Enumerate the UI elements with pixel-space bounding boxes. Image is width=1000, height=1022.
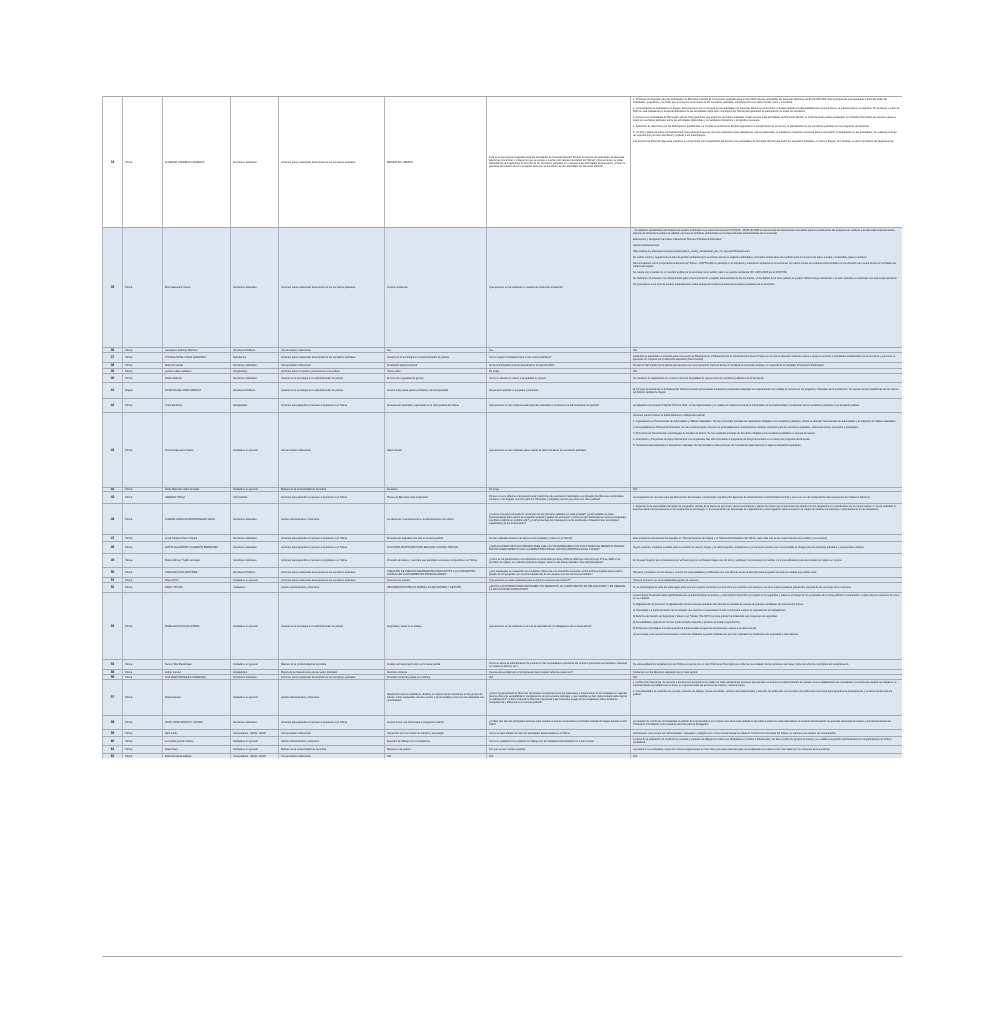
theme-cell: Impacto de la tecnología en la administración de justicia xyxy=(278,383,384,398)
theme-cell: Acciones para el adecuado desempeño de los servidores judiciales xyxy=(278,578,384,582)
question-cell: Cuál es el presupuesto asignado para las actividades de bienestar laboral? Porque la mayoría de actividades de bienestar laboral se concentran en Ibagué sin que se tenga en cuenta a los demás municipios del Tolima? ¿Qué acciones se están adelantando para garantizar el derecho de los servidores judiciales en el acceso a las actividades de bienestar? ¿Cómo se garantiza la inclusión de los municipios para que se beneficien de las actividades de bienestar laboral? xyxy=(486,97,630,227)
theme-cell: Comunicación institucional xyxy=(278,413,384,487)
answer-cell: Es para la han creado no ha plazas permanentes de nuevo personal, hasta la fecha, en la planta de personal completa, en especial de la Juzgados Promiscuos Municipales. xyxy=(630,363,902,368)
question-cell: Se ha suministrado el personal judicial en la vigencia 2024 xyxy=(486,363,630,368)
table-row xyxy=(102,398,902,412)
participant-name-cell: YOHANA NATALI CRUZ QUINTERO xyxy=(162,353,230,362)
city-cell: Tolima xyxy=(122,593,162,659)
question-cell: ¿Qué estrategias de evaluación de resultados, diferencia o lo estadístico temporal, reciba la Rama Judicial para medir la gestión de los juzgados, así como la satisfacción de los usuarios con los servicios prestados? xyxy=(486,568,630,577)
city-cell: Tolima xyxy=(122,399,162,412)
topic-cell: No aplica xyxy=(384,488,486,491)
table-row xyxy=(102,352,902,362)
answer-cell: El Consejo Seccional de la Judicatura del Tolima ha venido presentando anualmente propuestas integrales de mejoramiento a la calidad de servicio en los juzgados y tribunales de la jurisdicción. Se cuenta con las estadísticas de los Jueces del Distrito Judicial de Ibagué. xyxy=(630,383,902,398)
theme-cell: Comunicación institucional xyxy=(278,363,384,368)
row-number: 45 xyxy=(102,492,122,503)
city-cell: Tolima xyxy=(122,228,162,347)
participant-name-cell: Leydi Yohanna Pérez Ospina xyxy=(162,535,230,541)
theme-cell: Comunicación institucional xyxy=(278,754,384,758)
question-cell: Cómo se alinea la administración de justicia con las necesidades específicas del territorio (personas que requieren celeridad en cuanto es futuros, etc.) xyxy=(486,660,630,669)
table-row xyxy=(102,582,902,592)
participant-name-cell: Eliza Saavedra Ospina xyxy=(162,228,230,347)
city-cell: Ibagué xyxy=(122,383,162,398)
question-cell: ¿Cómo se ha garantizado el cumplimiento a lo ordenado por la ley 2430 de 2024 que reformó la ley 270 de 1996 en la provisión de cargos, en el distrito judicial de Ibagué, tanto en las áreas judiciales como administrativas? xyxy=(486,554,630,567)
question-cell: Cómo se hace difusión al inicio de actividades desarrolladas en el Tolima xyxy=(486,730,630,736)
table-row xyxy=(102,729,902,736)
topic-cell: CREACIÓN DE CARGOS PERMANENTES PARA APOYO A LA CONGESTIÓN JUDICIAL EN LAS DIFERENTES ESPECIALIDADES xyxy=(384,568,486,577)
question-cell: Qué acciones se están realizando para el próximo concurso de méritos?? xyxy=(486,578,630,582)
question-cell: Cómo se establecen los espacios de diálogo con la ciudadanía para fortalecer el control social xyxy=(486,737,630,745)
spreadsheet xyxy=(102,96,902,956)
answer-cell: La aplicación del Acuerdo PSAA11-8716 de 2011, se ha implementado y se realiza con toda la fuerza de la información de la productividad y rendimiento de los servidores judiciales en el despacho judicial. xyxy=(630,399,902,412)
row-number: 43 xyxy=(102,413,122,487)
answer-cell: La tecnología ha transformado significativamente la administración de justicia, y esto también ha tenido un impacto en la seguridad y salud en el trabajo de los empleados de la rama judicial. A continuación, explico algunos aspectos de cómo se ve reflejado. 1) Digitalización de procesos: la digitalización de los procesos judiciales ha reducido la cantidad de manejo de grandes cantidades de documentos físicos. 2) Teletrabajo: La implementación de tecnologías que permiten el teletrabajo ha sido crucial para mejorar la seguridad de los trabajadores. 3) Reforma de Gestión de Seguridad y Salud en el Trabajo (SG-SST): La rama judicial ha fortalecido sus programas de seguridad. 4) Accesibilidad y ergonomía: Se han implementado aspectos y puestos de trabajo ergonómicos. 5) Protección psicológica: La rama judicial ha implementado programas de bienestar y apoyo a la salud mental. La tecnología y las nuevas herramientas no solo han facilitado la gestión judicial sino que han mejorado las condiciones de seguridad y salud laboral. xyxy=(630,593,902,659)
row-number: 52 xyxy=(102,583,122,592)
participant-name-cell: Ximena Saavedra Ospina xyxy=(162,413,230,487)
table-row xyxy=(102,736,902,745)
participant-name-cell: JOSÉ MIGUEL MORA ARANGO xyxy=(162,383,230,398)
participant-name-cell: Diana Paez xyxy=(162,746,230,753)
city-cell: Tolima xyxy=(122,670,162,674)
city-cell: Tolima xyxy=(122,492,162,503)
theme-cell: Acciones para el adecuado desempeño de los servidores judiciales xyxy=(278,228,384,347)
participant-name-cell: Jacqueline Sánchez Martínez xyxy=(162,348,230,352)
question-cell: ¿APLICA LAS NORMAS PARA PROTEGER LOS DERECHOS, EL CUMPLIMIENTO DE OBLIGACIONES Y EN GENERAL LA SOLUCIÓN DE CONFLICTOS? xyxy=(486,583,630,592)
participant-name-cell: JHON JAVER MORCNY LOZANO xyxy=(162,716,230,729)
participant-name-cell: JESÚS ALEJANDRO CALDERÓN BERMÚDEZ xyxy=(162,542,230,553)
topic-cell: Acceso frente a la sobrecarga o congestión judicial xyxy=(384,716,486,729)
answer-cell: El Consejo Superior de la Judicatura creó el Pacto que los nombrados hagan uso del texto y publiquen los concursos de méritos y los procedimientos para la provisión de cargos en carrera. xyxy=(630,554,902,567)
row-number: 60 xyxy=(102,737,122,745)
city-cell: Tolima xyxy=(122,504,162,534)
interest-group-cell: Abogado(as) xyxy=(230,369,278,373)
participant-name-cell: GERMAN OSALA xyxy=(162,492,230,503)
answer-cell: Nosotros, periódicas con los bienes y nuevos por especialidades y publicando con una cifra de ser de la atención para la gestión del plan de calidad que podrá enviar. xyxy=(630,568,902,577)
table-row xyxy=(102,412,902,487)
topic-cell: Todos están xyxy=(384,369,486,373)
answer-cell: Según nuestros, mediante medidas para la creación de nuevos cargos y de descongestión, instituciones y el convenio suscrito con la universidad de Ibagué para las prácticas judiciales y experiencias exitosas. xyxy=(630,542,902,553)
question-cell: N.a xyxy=(486,348,630,352)
answer-cell: 1. Depende de la especialidad del grado de congestión judicial, de la planta de personal y de las tecnológicas y planes de acción que implementen los titulares de los despachos en consideración de un mejor manejo. 2. Se ha realizado la implementación del presupuesto en los programas de tecnología. 3. La presentación de propuestas de mejoramiento y descongestión para la creación de cargos de carácter permanente y enfrentamiento en los despachos. xyxy=(630,504,902,534)
theme-cell: Acciones para el adecuado desempeño de los servidores judiciales xyxy=(278,353,384,362)
theme-cell: Gestión administrativa y financiera xyxy=(278,680,384,715)
row-number: 47 xyxy=(102,535,122,541)
row-number: 59 xyxy=(102,730,122,736)
theme-cell: Acciones para el impacto y permanente en la justicia xyxy=(278,369,384,373)
interest-group-cell: Ciudadano en general xyxy=(230,660,278,669)
city-cell: Tolima xyxy=(122,716,162,729)
table-row xyxy=(102,534,902,541)
topic-cell: Provisión social de justicia en el Tolima xyxy=(384,675,486,679)
interest-group-cell: Abogado(as) xyxy=(230,670,278,674)
interest-group-cell: Ciudadano en general xyxy=(230,488,278,491)
city-cell: Tolima xyxy=(122,374,162,382)
row-number: 49 xyxy=(102,554,122,567)
row-number: 46 xyxy=(102,504,122,534)
city-cell: Tolima xyxy=(122,578,162,582)
answer-cell: N/A xyxy=(630,348,902,352)
city-cell: Tolima xyxy=(122,488,162,491)
topic-cell: Impacto ambiental xyxy=(384,228,486,347)
interest-group-cell: Ciudadano en general xyxy=(230,578,278,582)
interest-group-cell: Servidores Públicos xyxy=(230,383,278,398)
question-cell: Se han realizado acciones de apoyo en los juzgados y cortes en el Tolima? xyxy=(486,535,630,541)
table-bottom-border xyxy=(102,956,902,957)
topic-cell: N.a xyxy=(384,348,486,352)
row-number: 42 xyxy=(102,399,122,412)
theme-cell: Acciones para garantizar el acceso a la justicia en el Tolima xyxy=(278,535,384,541)
interest-group-cell: Servidores Judiciales xyxy=(230,716,278,729)
row-number: 44 xyxy=(102,488,122,491)
table-row xyxy=(102,373,902,382)
city-cell: Tolima xyxy=(122,413,162,487)
question-cell: N/A xyxy=(486,754,630,758)
interest-group-cell: Ciudadano en general xyxy=(230,737,278,745)
answer-cell: La designación de recursos para las Direcciones Seccionales, corresponde a la Dirección Ejecutiva de Administración Judicial (Nivel Central) y este a su vez de la disposición del presupuesto del Gobierno Nacional. xyxy=(630,492,902,503)
row-number: 38 xyxy=(102,363,122,368)
row-number: 57 xyxy=(102,680,122,715)
question-cell: N/A xyxy=(486,675,630,679)
question-cell: No tengo xyxy=(486,369,630,373)
question-cell: ¿Cuáles han sido las principales acciones para mejorar el acceso a la justicia en el Distrito Judicial de Ibagué durante el año 2024? xyxy=(486,716,630,729)
table-row xyxy=(102,553,902,567)
topic-cell: Presupuesto asignado este año en la rama judicial xyxy=(384,535,486,541)
topic-cell: Ampliación planta personal xyxy=(384,363,486,368)
answer-cell: 1. La Dirección Seccional, de acuerdo a los diversos despachos los cuales se están adelantando procesos que permiten el acceso a la administración de justicia como la digitalización de expedientes, la compra de equipos tecnológicos, la implementación de plataformas en línea, y en general todas las acciones de mejora y mantenimiento. 2. Los actividades de rendición de cuentas, espacios de diálogo, mesas de trabajo, carritos interinstitucionales y atención de audiencias son la esfera de la Dirección Seccional para garantizar la transparencia y la eficiencia del sistema judicial. xyxy=(630,680,902,715)
theme-cell: Gestión administrativa y financiera xyxy=(278,583,384,592)
theme-cell: Acciones para garantizar el acceso a la justicia en el Tolima xyxy=(278,554,384,567)
interest-group-cell: Servidores Judiciales xyxy=(230,675,278,679)
table-row xyxy=(102,679,902,715)
participant-name-cell: MARIA ELINA ROJAS GÓMEZ xyxy=(162,593,230,659)
topic-cell: Presupuesto destinado y ejecutado en la rama judicial del Tolima xyxy=(384,399,486,412)
question-cell: Qué acciones se han realizado para mejorar la salud mental de los servidores judiciales xyxy=(486,413,630,487)
topic-cell: Salud mental xyxy=(384,413,486,487)
row-number: 58 xyxy=(102,716,122,729)
city-cell: Tolima xyxy=(122,542,162,553)
interest-group-cell: Servidores Judiciales xyxy=(230,504,278,534)
city-cell: Tolima xyxy=(122,535,162,541)
answer-cell: A través de la realización de rendición de cuentas y espacios de diálogo los cuales son divulgados en medios institucionales. Se abre a todos los grupos de interés y se establece la gestión administrativa con la participación de toda la ciudadanía. xyxy=(630,737,902,745)
row-number: 36 xyxy=(102,348,122,352)
interest-group-cell: Estudiantes xyxy=(230,353,278,362)
interest-group-cell: Ciudadano en general xyxy=(230,680,278,715)
question-cell: Cómo mejorar la infraestructura en las sedes judiciales? xyxy=(486,353,630,362)
topic-cell: Satisfacción de los ciudadanos: Evaluar el impacto de las decisiones en los grupos de interés, como empleados, clientes, socios y la comunidad y cómo se han abordado sus necesidades. xyxy=(384,680,486,715)
question-cell: ¿Cómo ha garantizado la Dirección Seccional el cumplimiento de los estándares y lineamientos de los ciudadanos y agenda para la eficiencia, accesibilidad y transparencia de los servicios judiciales, y qué medidas se han implementado para mejorar su satisfacción? ¿Cómo responde la Dirección Seccional a las crecientes quejas de los ciudadanos sobre la falta de transparencia y eficiencia en el sistema judicial? xyxy=(486,680,630,715)
theme-cell: Acciones para garantizar el acceso a la justicia en el Tolima xyxy=(278,542,384,553)
interest-group-cell: Servidores Judiciales xyxy=(230,374,278,382)
topic-cell: Seguridad y salud en el trabajo xyxy=(384,593,486,659)
participant-name-cell: LORENA CAROLINA MONTENEGRO ARCE xyxy=(162,504,230,534)
table-row xyxy=(102,715,902,729)
question-cell: Cuenta esta entidad con un presupuesto para mejorar todas las sedes ecc? xyxy=(486,670,630,674)
topic-cell: Provisión de bienes y servicios que garanticen el acceso a la justicia en el Tolima xyxy=(384,554,486,567)
interest-group-cell: Servidores Judiciales xyxy=(230,542,278,553)
theme-cell: Gestión administrativa y financiera xyxy=(278,504,384,534)
city-cell: Tolima xyxy=(122,675,162,679)
theme-cell: Impacto de la tecnología en la administración de justicia xyxy=(278,593,384,659)
row-number: 35 xyxy=(102,228,122,347)
row-number: 61 xyxy=(102,746,122,753)
theme-cell: Acciones para garantizar el acceso a la justicia en el Tolima xyxy=(278,492,384,503)
question-cell: No tengo xyxy=(486,488,630,491)
interest-group-cell: Servidores Judiciales xyxy=(230,363,278,368)
theme-cell: Mejora de la infraestructura de las sedes judiciales xyxy=(278,670,384,674)
topic-cell: Interacción con los medios de difusión y tecnología xyxy=(384,730,486,736)
question-cell: Qué acciones se ha realizado en materia de protección ambiental? xyxy=(486,228,630,347)
participant-name-cell: Yesid Mendoza xyxy=(162,399,230,412)
participant-name-cell: CAROLINA DÍAZ MARTÍNEZ xyxy=(162,568,230,577)
city-cell: Tolima xyxy=(122,348,162,352)
table-row xyxy=(102,592,902,659)
participant-name-cell: Erika Fernanda Gallego xyxy=(162,754,230,758)
theme-cell: Comunicación institucional xyxy=(278,348,384,352)
interest-group-cell: Servidores Judiciales xyxy=(230,97,278,227)
topic-cell: El tema de la igualdad de género xyxy=(384,374,486,382)
interest-group-cell: Servidores Públicos xyxy=(230,348,278,352)
answer-cell: Este programa corresponde del requisito el "Tribunal Superior de Ibagué y el Tribunal Administrativo del Tolima, para cada uno de los requerimientos los pedidos y la seccional. xyxy=(630,535,902,541)
city-cell: Tolima xyxy=(122,554,162,567)
interest-group-cell: Informador/a xyxy=(230,492,278,503)
topic-cell: Atención al cliente xyxy=(384,670,486,674)
question-cell: Qué acciones se ha realizado en pro de la seguridad de los trabajadores de la rama judicial? xyxy=(486,593,630,659)
answer-cell: 1. Presupuesto Asignado para las Actividades de Bienestar Laboral: El presupuesto asignado para el año 2024 para las actividades de bienestar laboral es de $1.234.567.890. Este presupuesto está destinado a financiar todas las actividades, programas y servicios que promueven el bienestar de los servidores judiciales, contribuyendo a su salud mental, física y emocional. 2. Concentración de Actividades en Ibagué: Reconocemos que la mayoría de las actividades de bienestar laboral se concentran en Ibagué debido a la disponibilidad de recursos físicos, la infraestructura y la logística. Sin embargo, a partir de 2024 se está trabajando en la descentralización de las actividades hacia otros municipios del Tolima para garantizar la participación de todos los servidores. 3. Acceso a las Actividades de Bienestar Laboral: Para garantizar que todos los servidores judiciales tengan acceso a las actividades de Bienestar laboral, se implementarán varias estrategias: se brindará información de manera masiva a todos los servidores judiciales sobre las actividades disponibles y se facilitará el transporte y la logística necesaria. 4. Aplicación de Sanciones por No Participación Injustificada: La medida va únicamente dirigida a garantizar el cumplimiento de la norma y la participación de los servidores judiciales en los programas de bienestar. 5. Control y Vigilancia sobre los Participantes: Para garantizar que los recursos asignados sean utilizados de manera adecuada, se establecen requisitos exteriores para la inscripción y participación en las actividades. Se realiza la entrega de soportes que permiten identificar y verificar a los participantes. Las acciones la Dirección Ejecutiva mantiene el compromiso con la ampliación del acceso a las actividades de bienestar laboral para todos los servidores judiciales, no solo en Ibagué, sino también en otros municipios del departamento. xyxy=(630,97,902,227)
city-cell: Tolima xyxy=(122,754,162,758)
table-row xyxy=(102,491,902,503)
topic-cell: N/A xyxy=(384,754,486,758)
city-cell: Tolima xyxy=(122,746,162,753)
interest-group-cell: Universitarios - SENA - ESAP xyxy=(230,754,278,758)
answer-cell: Hasta el momento no se ha adelantado gestión al respecto xyxy=(630,578,902,582)
participant-name-cell: María Fernanda xyxy=(162,363,230,368)
theme-cell: Impacto de la tecnología en la administración de justicia xyxy=(278,374,384,382)
answer-cell: Acciones para Promover la Salud Mental en el Bienestar Laboral 1. Capacitación en Herramientas de Autocuidado y Hábitos Saludables: Se han promovido jornadas de capacitación dirigidas a los servidores judiciales, donde se abordan herramientas de autocuidado y la adopción de hábitos saludables. 2. Acompañamiento Psicosocial Voluntario: Se han implementado procesos de acompañamiento psicosocial de carácter voluntario para los servidores judiciales, ofreciendo apoyo emocional y psicológico. 3. Promoción de Herramientas y Estrategias de Gestión de Estrés: Se han realizado jornadas de formación dirigidas a los servidores judiciales en manejo del estrés. 4. Articulación y Programas de Apoyo Emocional: Los empleados han sido vinculados a programas de Apoyo Emocional en el marco del programa de bienestar. 5. Consultoría Especializada en Despachos Judiciales: Se han iniciado a cabo procesos de consultoría organizacional en algunos despachos judiciales. xyxy=(630,413,902,487)
topic-cell: INFORMACIÓN PÚBLICA SOBRE LAS DECISIONES Y GESTIÓN xyxy=(384,583,486,592)
city-cell: Tolima xyxy=(122,680,162,715)
city-cell: Tolima xyxy=(122,353,162,362)
topic-cell: Impacto de la tecnología en la administración de justicia xyxy=(384,353,486,362)
city-cell: Tolima xyxy=(122,730,162,736)
table-row xyxy=(102,503,902,534)
topic-cell: Mejoras en la justicia xyxy=(384,746,486,753)
table-row xyxy=(102,753,902,758)
theme-cell: Gestión administrativa y financiera xyxy=(278,737,384,745)
row-number: 41 xyxy=(102,383,122,398)
answer-cell: Actualmente estos temas son administrados, manejados y dirigidos por el nivel central desde la unidad de TransForma Seccional del Tolima; se mantiene los canales de comunicación. xyxy=(630,730,902,736)
answer-cell: N/A xyxy=(630,488,902,491)
question-cell: Porque no se le dispone presupuesto para inversiones de escenarios individuales a empleados de diferentes seccionales, consejos y sus lugares recursos para los Tribunales y juzgados, siendo que todos son rama judicial? xyxy=(486,492,630,503)
answer-cell: Cada año se adelantan en contrato para el proyecto de Mejoramiento y Mantenimiento de Infraestructura Física Propia con el cual se atienden todas las sedes a cargo de acuerdo a prioridades establecidas por la seccional y que tiene su ejecución en conjunto con la Dirección Ejecutiva (Nivel Central). xyxy=(630,353,902,362)
interest-group-cell: Abogado(as) xyxy=(230,399,278,412)
table-row xyxy=(102,96,902,227)
interest-group-cell: Ciudadano en general xyxy=(230,413,278,487)
participant-name-cell: Martín Alfonso Trujillo González xyxy=(162,554,230,567)
topic-cell: Espacios de diálogo con la ciudadanía xyxy=(384,737,486,745)
answer-cell: La creación de comité de convocatorias, la adición de comunicadores en el primer piso de la sede judicial de la justicia a través de rutas alternativas, la creación del Despacho de atención presencial al usuario y la implementación del Tribunal de Conciliación como canal de atención para la divulgación. xyxy=(630,716,902,729)
participant-name-cell: Paola calderón xyxy=(162,374,230,382)
row-number: 51 xyxy=(102,578,122,582)
question-cell: Desempeño judicial en juzgados y tribunales xyxy=(486,383,630,398)
topic-cell: Acceso a la justicia para la población con discapacidad xyxy=(384,383,486,398)
interest-group-cell: Servidores Judiciales xyxy=(230,228,278,347)
theme-cell: Comunicación institucional xyxy=(278,730,384,736)
row-number: 53 xyxy=(102,593,122,659)
interest-group-cell: Universitarios - SENA - ESAP xyxy=(230,730,278,736)
theme-cell: Acciones para el adecuado desempeño de los servidores judiciales xyxy=(278,675,384,679)
topic-cell: BIENESTAR LABORAL xyxy=(384,97,486,227)
row-number: 50 xyxy=(102,568,122,577)
question-cell: ¿QUÉ ACCIONES SE HAN FORMADO PARA QUE LAS UNIVERSIDADES CON FACULTADES DE DERECHO TENGAN MAYOR ACERCAMIENTO CON LA ADMINISTRACIÓN DE JUSTICIA IMPARTIDA EN EL TOLIMA? xyxy=(486,542,630,553)
theme-cell: Acciones para el adecuado desempeño de los servidores judiciales xyxy=(278,97,384,227)
topic-cell: ACCIONES ADOPTADAS PARA REDUCIR LA MORA JUDICIAL xyxy=(384,542,486,553)
question-cell: Cómo se aborda en cuanto a la igualdad de género xyxy=(486,374,630,382)
participant-name-cell: Nelson Villa Madarriaga xyxy=(162,660,230,669)
row-number: 54 xyxy=(102,660,122,669)
row-number: 48 xyxy=(102,542,122,553)
table-row xyxy=(102,541,902,553)
row-number: 40 xyxy=(102,374,122,382)
participant-name-cell: yesson realpe caballero xyxy=(162,369,230,373)
table-row xyxy=(102,659,902,669)
table-row xyxy=(102,227,902,347)
participant-name-cell: DARCY ROJAS xyxy=(162,583,230,592)
theme-cell: Balance de la productividad de la justicia xyxy=(278,660,384,669)
answer-cell: N/A xyxy=(630,369,902,373)
city-cell: Tolima xyxy=(122,568,162,577)
question-cell: Por que se han movido a justicia xyxy=(486,746,630,753)
answer-cell: Sí, se ha divulgado la carta del cada algún paso que los usuarios conozcan sus derechos pero también sus deberes y se tiene implementada la jurisdicción especial de las personas de la cual tiene. xyxy=(630,583,902,592)
row-number: 34 xyxy=(102,97,122,227)
question-cell: ¿Cuál es el tiempo promedio de resolución de los procesos judiciales en cada juzgado? ¿Cuál medidas se están implementando para reducir la congestión judicial y agilizar los procesos? ¿Cómo se han distribuido los recursos asignados a la Rama Judicial en el último año? ¿Cuál porcentaje del presupuesto se ha destinado a infraestructura, tecnología y capacitación de los funcionarios? xyxy=(486,504,630,534)
topic-cell: Concurso de méritos xyxy=(384,578,486,582)
answer-cell: Contamos con los Recursos asignados por el nivel central xyxy=(630,670,902,674)
question-cell: Qué acciones se han implementado para dar celeridad en el acceso a la administración de justicia? xyxy=(486,399,630,412)
answer-cell: - Se adelantó socialización del Sistema de Gestión Ambiental en el marco del Acuerdo PCSJA18 - 10918 de 2018 el cual formula los lineamientos necesarios para el cumplimiento del programa de residuos y la adecuada implementación, además de fomentar la cultura de calidad y las buenas prácticas ambientales en las dependencias administrativas de la seccional. Elaboración y divulgación del video institucional "Buenas Prácticas Ambientales" Gestión Ambiental.mp4 https://etbcsj-my.sharepoint.com/personal/cmolano_cendoj_ramajudicial_gov_co/_layouts/15/stream.aspx Se realizó control y seguimiento al plan de gestión ambiental de la seccional, donde se registran actividades y formatos ambientales de medición para el consumo de agua, energía, combustible, papel y residuos. Red una alianza con la Corporación Autónoma del Tolima - CORTOLIMA se participó en la formación y educación ambiental en la seccional. Se realizó control de residuos aprovechables con la ubicación de puntos limpios en el Palacio de Justicia de Ibagué. Se cuenta con el equipo de un servidor judicial de la seccional como auditor interno en gestión ambiental ISO 14001:2015 por el CONTITÉ. Se realizaron 13 sesiones con transportador para el reconocimiento y pagado automatizado de las luminarias, en los Baños de la sede palacio de justicia "Alfonso Reyes Echandía" y el valor obtenido es destinado con esta implementación. Se presentaron en el mes de octubre capacitaciones sobre manejo de residuos a todos los servidores judiciales de la seccional. xyxy=(630,228,902,347)
topic-cell: Planes de Bienestar para empleados xyxy=(384,492,486,503)
row-number: 56 xyxy=(102,675,122,679)
interest-group-cell: Ciudadano xyxy=(230,583,278,592)
participant-name-cell: ALDEMAR CARDENA CARDENAS xyxy=(162,97,230,227)
theme-cell: Acciones para el adecuado desempeño de los servidores judiciales xyxy=(278,568,384,577)
participant-name-cell: ANA MARÍA MORALES CARDENAS xyxy=(162,675,230,679)
theme-cell: Acciones para garantizar el acceso a la justicia en el Tolima xyxy=(278,716,384,729)
topic-cell: La eficiencia y transparencia en la administración de justicia xyxy=(384,504,486,534)
row-number: 39 xyxy=(102,369,122,373)
city-cell: Tolima xyxy=(122,363,162,368)
answer-cell: Se mantiene la capacitación en el mismo tema de la igualdad de género para los servidores judiciales de la Seccional. xyxy=(630,374,902,382)
city-cell: Tolima xyxy=(122,737,162,745)
row-number: 62 xyxy=(102,754,122,758)
interest-group-cell: Servidores Públicos xyxy=(230,568,278,577)
interest-group-cell: Servidores Judiciales xyxy=(230,554,278,567)
table-row xyxy=(102,382,902,398)
theme-cell: Acciones para garantizar el acceso a la justicia en el Tolima xyxy=(278,399,384,412)
row-number: 55 xyxy=(102,670,122,674)
participant-name-cell: Heidy Marcela Loaiza Cervajal xyxy=(162,488,230,491)
city-cell: Tolima xyxy=(122,660,162,669)
table-row xyxy=(102,567,902,577)
row-number: 37 xyxy=(102,353,122,362)
city-cell: Tolima xyxy=(122,369,162,373)
answer-cell: La justicia no es ambulante, según los mismos seguimientos es más claro que quiera diversos paso de la aplicación se realiza en los más rápido por los sistemas de la seccional. xyxy=(630,746,902,753)
table-row xyxy=(102,745,902,753)
answer-cell: Se está ampliando el departamento del Tolima se cuenta con un Juez Promiscuo Municipal que cubre las necesidades de las personas que hacen parte de todos los municipios del departamento. xyxy=(630,660,902,669)
theme-cell: Balance de la productividad de la justicia xyxy=(278,746,384,753)
interest-group-cell: Servidores Judiciales xyxy=(230,535,278,541)
answer-cell: N/A xyxy=(630,754,902,758)
participant-name-cell: Esther Gomez xyxy=(162,670,230,674)
theme-cell: Balance de la productividad de la justicia xyxy=(278,488,384,491)
topic-cell: Análisis del desempeño ético en la rama judicial xyxy=(384,660,486,669)
city-cell: Tolima xyxy=(122,583,162,592)
interest-group-cell: Ciudadano en general xyxy=(230,593,278,659)
participant-name-cell: Luis jehlis guzman duarte xyxy=(162,737,230,745)
participant-name-cell: Raúl Guiño xyxy=(162,730,230,736)
participant-name-cell: Diana Pinzó xyxy=(162,578,230,582)
participant-name-cell: Diana Tarraya xyxy=(162,680,230,715)
answer-cell: N/A xyxy=(630,675,902,679)
interest-group-cell: Ciudadano en general xyxy=(230,746,278,753)
city-cell: Tolima xyxy=(122,97,162,227)
